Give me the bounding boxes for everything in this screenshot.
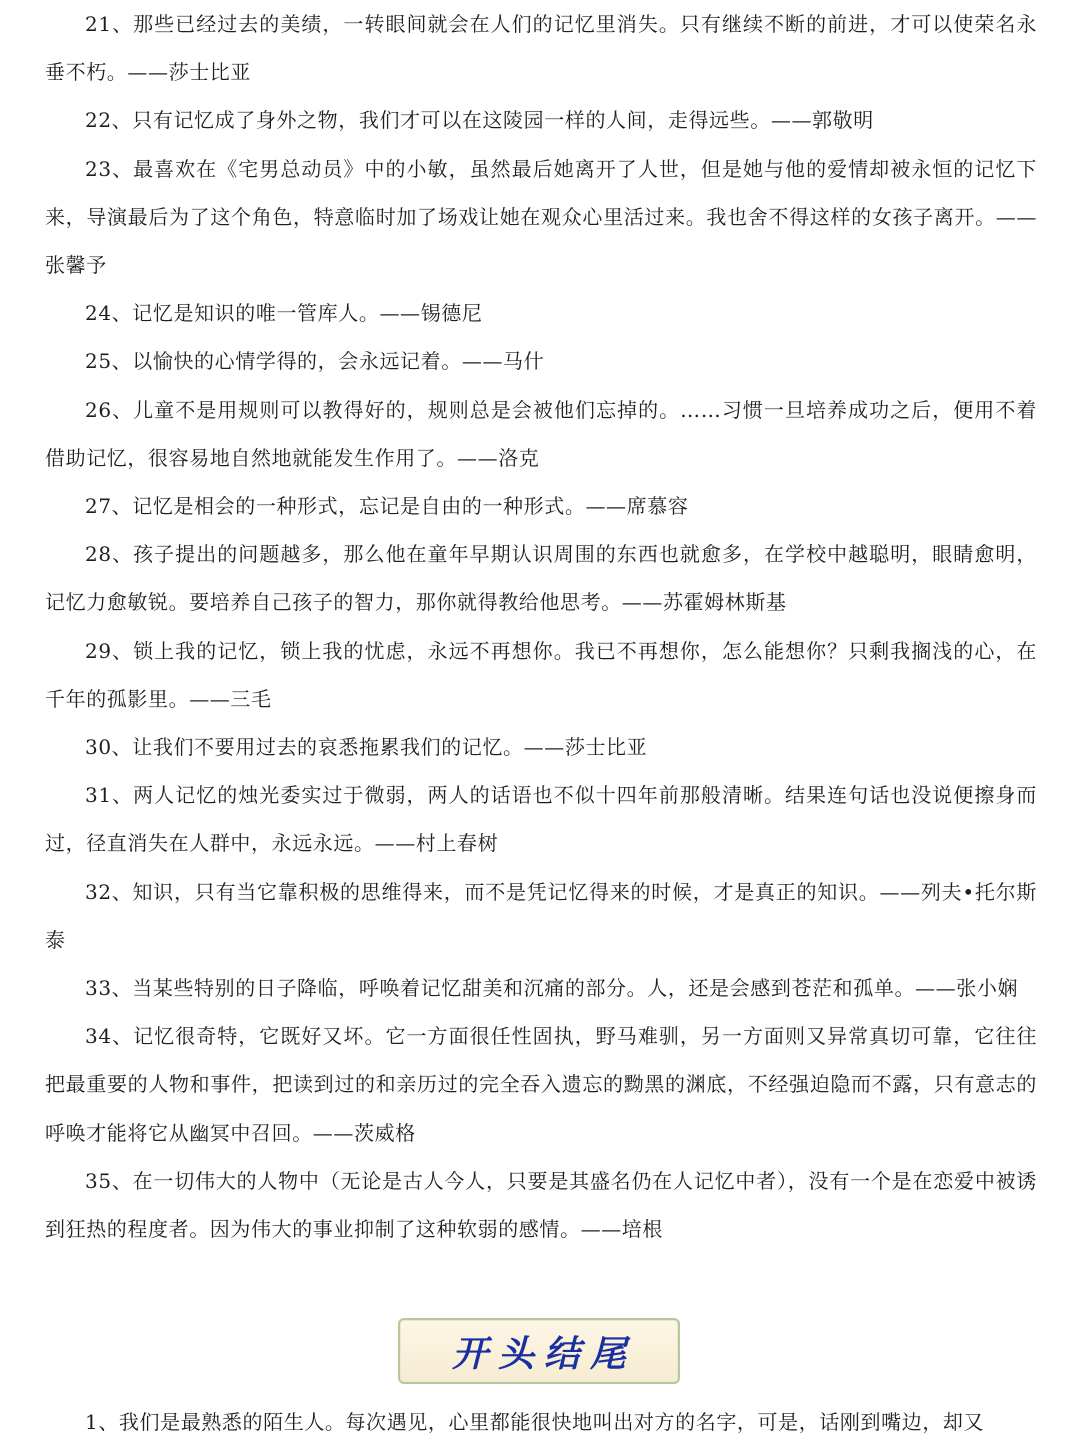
section-heading-box xyxy=(398,1318,680,1384)
quote-35: 35、在一切伟大的人物中（无论是古人今人，只要是其盛名仍在人记忆中者），没有一个是在恋爱中被诱到狂热的程度者。因为伟大的事业抑制了这种软弱的感情。——培根 xyxy=(45,1168,1037,1242)
quote-31: 31、两人记忆的烛光委实过于微弱，两人的话语也不似十四年前那般清晰。结果连句话也没说便擦身而过，径直消失在人群中，永远永远。——村上春树 xyxy=(45,783,1037,856)
quote-23: 23、最喜欢在《宅男总动员》中的小敏，虽然最后她离开了人世，但是她与他的爱情却被永恒的记忆下来，导演最后为了这个角色，特意临时加了场戏让她在观众心里活过来。我也舍不得这样的女孩子离开。——张馨予 xyxy=(45,156,1037,278)
quote-33: 33、当某些特别的日子降临，呼唤着记忆甜美和沉痛的部分。人，还是会感到苍茫和孤单。——张小娴 xyxy=(85,976,1019,1001)
quote-26: 26、儿童不是用规则可以教得好的，规则总是会被他们忘掉的。……习惯一旦培养成功之后，便用不着借助记忆，很容易地自然地就能发生作用了。——洛克 xyxy=(45,397,1037,470)
next-section xyxy=(45,1398,1037,1446)
quote-29: 29、锁上我的记忆，锁上我的忧虑，永远不再想你。我已不再想你，怎么能想你？只剩我搁浅的心，在千年的孤影里。——三毛 xyxy=(45,638,1037,711)
section-heading: 开头结尾 xyxy=(451,1332,636,1375)
quote-list xyxy=(45,0,1037,1253)
quote-24: 24、记忆是知识的唯一管库人。——锡德尼 xyxy=(85,301,483,326)
quote-27: 27、记忆是相会的一种形式，忘记是自由的一种形式。——席慕容 xyxy=(85,494,689,519)
quote-32: 32、知识，只有当它靠积极的思维得来，而不是凭记忆得来的时候，才是真正的知识。——列夫•托尔斯泰 xyxy=(45,879,1037,952)
quote-21: 21、那些已经过去的美绩，一转眼间就会在人们的记忆里消失。只有继续不断的前进，才可以使荣名永垂不朽。——莎士比亚 xyxy=(45,12,1037,85)
quote-30: 30、让我们不要用过去的哀悉拖累我们的记忆。——莎士比亚 xyxy=(85,735,648,760)
quote-22: 22、只有记忆成了身外之物，我们才可以在这陵园一样的人间，走得远些。——郭敬明 xyxy=(85,108,874,133)
quote-25: 25、以愉快的心情学得的，会永远记着。——马什 xyxy=(85,349,545,374)
quote-28: 28、孩子提出的问题越多，那么他在童年早期认识周围的东西也就愈多，在学校中越聪明，眼睛愈明，记忆力愈敏锐。要培养自己孩子的智力，那你就得教给他思考。——苏霍姆林斯基 xyxy=(45,542,1037,615)
next-section-first-line: 1、我们是最熟悉的陌生人。每次遇见，心里都能很快地叫出对方的名字，可是，话刚到嘴边，却又 xyxy=(85,1410,985,1434)
quote-34: 34、记忆很奇特，它既好又坏。它一方面很任性固执，野马难驯，另一方面则又异常真切可靠，它往往把最重要的人物和事件，把读到过的和亲历过的完全吞入遗忘的黝黑的渊底，不经强迫隐而不露，只有意志的呼唤才能将它从幽冥中召回。——茨威格 xyxy=(45,1024,1037,1145)
